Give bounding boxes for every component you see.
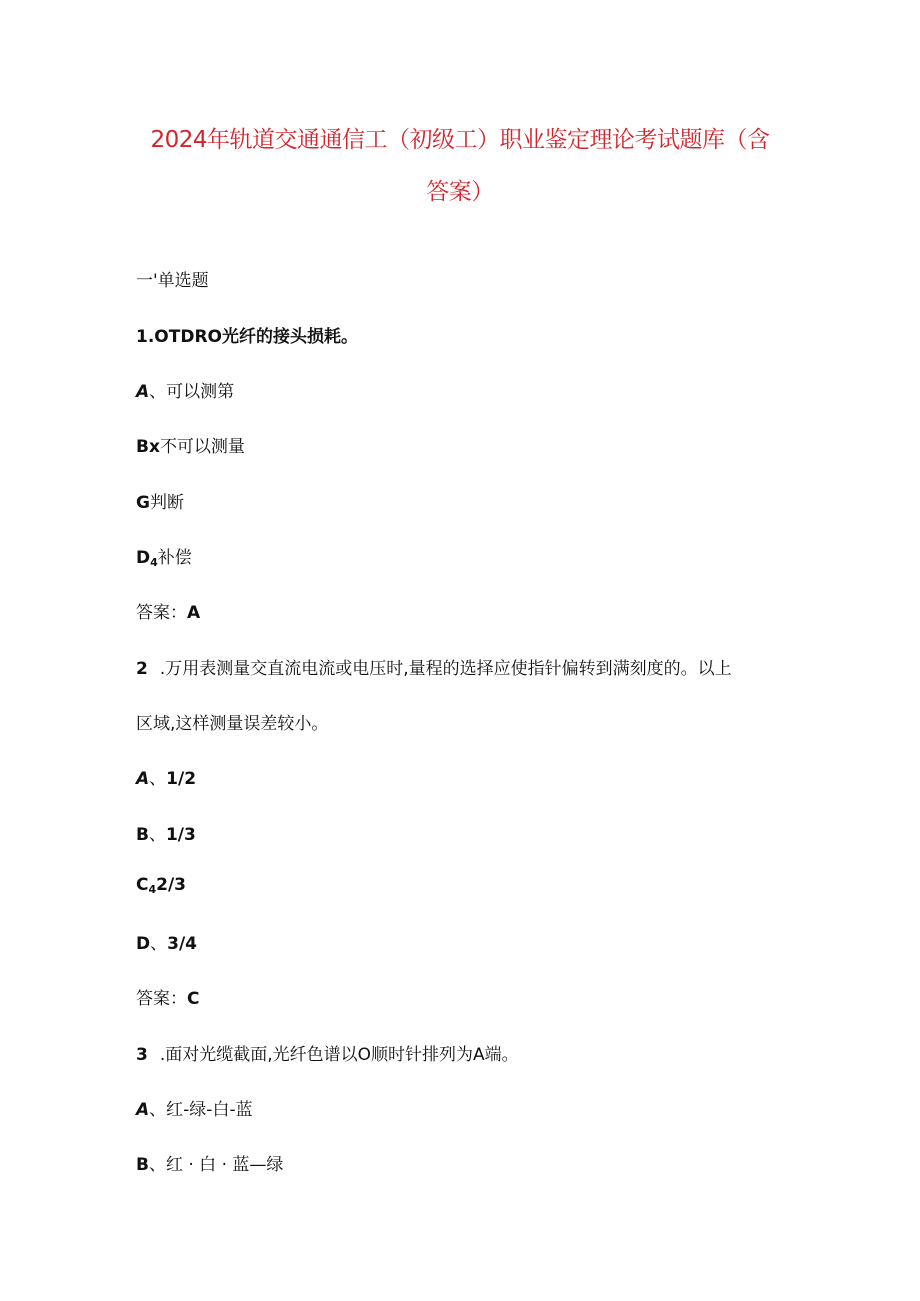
question-3-option-b <box>136 1150 283 1175</box>
answer-label: 答案： <box>136 989 187 1009</box>
question-2-option-d <box>136 929 197 954</box>
option-text: 红 · 白 · 蓝—绿 <box>165 1155 284 1175</box>
question-2-answer <box>136 984 199 1009</box>
option-separator: 、 <box>149 382 167 402</box>
option-text: 3/4 <box>167 934 197 954</box>
option-text: 不可以测量 <box>159 437 245 457</box>
question-2-stem-continuation: 区域,这样测量误差较小。 <box>136 714 329 734</box>
answer-label: 答案： <box>136 603 187 623</box>
option-text: 可以测第 <box>166 382 235 402</box>
option-text: 判断 <box>149 493 184 513</box>
question-3-option-a <box>136 1095 253 1120</box>
section-heading: 一'单选题 <box>136 271 209 291</box>
option-separator: 、 <box>148 825 166 845</box>
option-separator: 、 <box>148 1155 166 1175</box>
question-2-text: .万用表测量交直流电流或电压时,量程的选择应使指针偏转到满刻度的。以上 <box>159 659 732 679</box>
option-text: 2/3 <box>156 875 187 895</box>
question-2-stem <box>136 654 732 679</box>
question-1-option-b <box>136 432 245 457</box>
answer-value: C <box>187 989 200 1009</box>
option-label: A <box>136 382 150 402</box>
question-1-answer <box>136 598 200 623</box>
option-separator: 4 <box>150 556 158 569</box>
question-1-option-c <box>136 488 184 513</box>
option-label: Bx <box>136 437 160 457</box>
question-1-number: 1. <box>136 327 155 347</box>
question-3-number: 3 <box>136 1045 148 1065</box>
option-label: D <box>136 548 151 568</box>
question-2-option-a <box>136 764 196 789</box>
option-separator: 、 <box>150 934 168 954</box>
option-text: 补偿 <box>157 548 192 568</box>
option-label: A <box>136 769 150 789</box>
document-title-line-2: 答案） <box>426 179 494 205</box>
option-label: B <box>136 1155 149 1175</box>
question-1-text: OTDRO光纤的接头损耗。 <box>154 327 358 347</box>
option-label: D <box>136 934 151 954</box>
answer-value: A <box>187 603 201 623</box>
option-label: B <box>136 825 149 845</box>
question-3-stem <box>136 1040 519 1065</box>
question-2-option-c <box>136 875 186 896</box>
option-text: 红-绿-白-蓝 <box>166 1100 253 1120</box>
question-1-option-d <box>136 543 192 569</box>
question-3-text: .面对光缆截面,光纤色谱以O顺时针排列为A端。 <box>159 1045 519 1065</box>
question-1-stem <box>136 322 358 347</box>
document-title-line-1: 2024年轨道交通通信工（初级工）职业鉴定理论考试题库（含 <box>150 127 770 153</box>
option-label: C <box>136 875 149 895</box>
option-separator: 、 <box>149 1100 167 1120</box>
question-2-option-b <box>136 820 196 845</box>
option-separator: 4 <box>148 883 157 896</box>
option-label: G <box>136 493 150 513</box>
option-text: 1/2 <box>166 769 197 789</box>
question-1-option-a <box>136 377 234 402</box>
option-label: A <box>136 1100 150 1120</box>
question-2-number: 2 <box>136 659 148 679</box>
option-text: 1/3 <box>165 825 196 845</box>
option-separator: 、 <box>149 769 167 789</box>
